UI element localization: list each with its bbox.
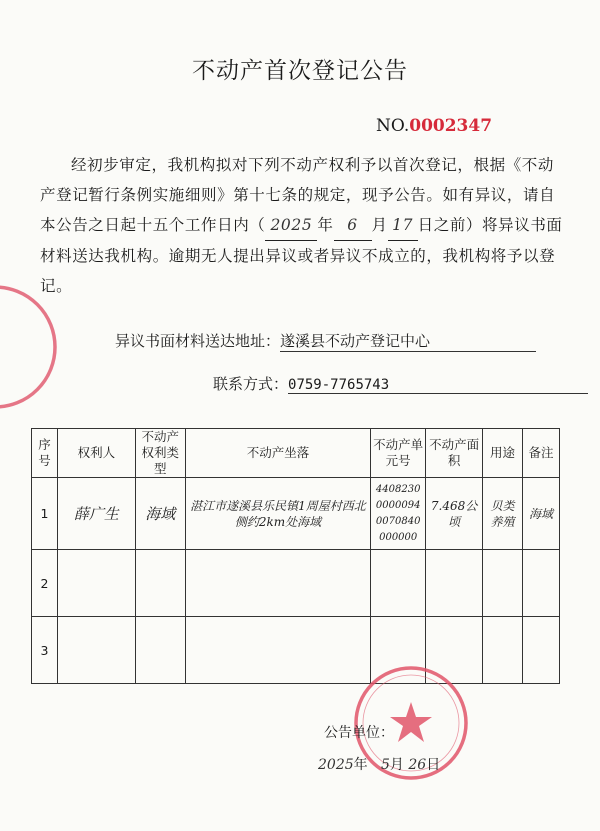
cell-type [135, 617, 185, 684]
cell-holder [57, 550, 135, 617]
header-location: 不动产坐落 [185, 429, 371, 478]
announcement-paragraph [40, 150, 568, 301]
address-row [115, 330, 536, 352]
header-unit-no: 不动产单元号 [371, 429, 426, 478]
header-type: 不动产权利类型 [135, 429, 185, 478]
serial-prefix: NO. [376, 116, 410, 136]
property-table [31, 428, 560, 684]
address-value: 遂溪县不动产登记中心 [280, 330, 536, 352]
cell-note: 海域 [522, 478, 559, 550]
date-day-unit: 日 [426, 757, 441, 773]
page-title: 不动产首次登记公告 [192, 58, 408, 84]
cell-use: 贝类养殖 [483, 478, 523, 550]
cell-use [483, 550, 523, 617]
date-year: 2025 [318, 757, 354, 773]
serial-value: 0002347 [409, 116, 493, 136]
cell-note [522, 550, 559, 617]
contact-value: 0759-7765743 [288, 377, 588, 394]
header-no: 序号 [32, 429, 58, 478]
table-row [32, 617, 560, 684]
cell-area [426, 550, 483, 617]
deadline-year: 2025 [265, 210, 317, 241]
date-month-unit: 月 [389, 757, 404, 773]
header-use: 用途 [483, 429, 523, 478]
cell-unit-no [371, 550, 426, 617]
table-row [32, 550, 560, 617]
contact-label: 联系方式： [213, 375, 289, 393]
contact-row [213, 373, 588, 394]
month-unit: 月 [371, 216, 388, 234]
cell-location: 湛江市遂溪县乐民镇1周屋村西北侧约2km处海域 [185, 478, 371, 550]
cell-holder: 薛广生 [57, 478, 135, 550]
deadline-day: 17 [388, 210, 418, 241]
cell-type: 海域 [135, 478, 185, 550]
table-header-row [32, 429, 560, 478]
table-row [32, 478, 560, 550]
cell-area: 7.468公顷 [426, 478, 483, 550]
cell-note [522, 617, 559, 684]
header-holder: 权利人 [57, 429, 135, 478]
address-label: 异议书面材料送达地址： [115, 332, 281, 350]
announcement-body [40, 150, 568, 301]
cell-no: 2 [32, 550, 58, 617]
serial-number [376, 116, 492, 136]
signature-label: 公告单位： [324, 725, 394, 741]
partial-seal [0, 282, 60, 412]
cell-unit-no: 440823000000940070840000000 [371, 478, 426, 550]
cell-use [483, 617, 523, 684]
year-unit: 年 [317, 216, 334, 234]
cell-location [185, 617, 371, 684]
date-month: 5 [381, 757, 390, 773]
paragraph-text: 经初步审定，我机构拟对下列不动产权利予以首次登记，根据《不动产登记暂行条例实施细则》第十七条的规定，现予公告。如有异议，请自本公告之日起十五个工作日内（ [40, 156, 556, 234]
deadline-month: 6 [334, 210, 372, 241]
date-year-unit: 年 [353, 757, 368, 773]
header-area: 不动产面 积 [426, 429, 483, 478]
cell-location [185, 550, 371, 617]
cell-holder [57, 617, 135, 684]
cell-no: 1 [32, 478, 58, 550]
cell-no: 3 [32, 617, 58, 684]
header-note: 备注 [522, 429, 559, 478]
signature-date [318, 754, 440, 774]
paragraph-tail: 日之前）将异议书面材料送达我机构。逾期无人提出异议或者异议不成立的，我机构将予以登记。 [40, 216, 563, 295]
date-day: 26 [408, 757, 427, 773]
cell-type [135, 550, 185, 617]
